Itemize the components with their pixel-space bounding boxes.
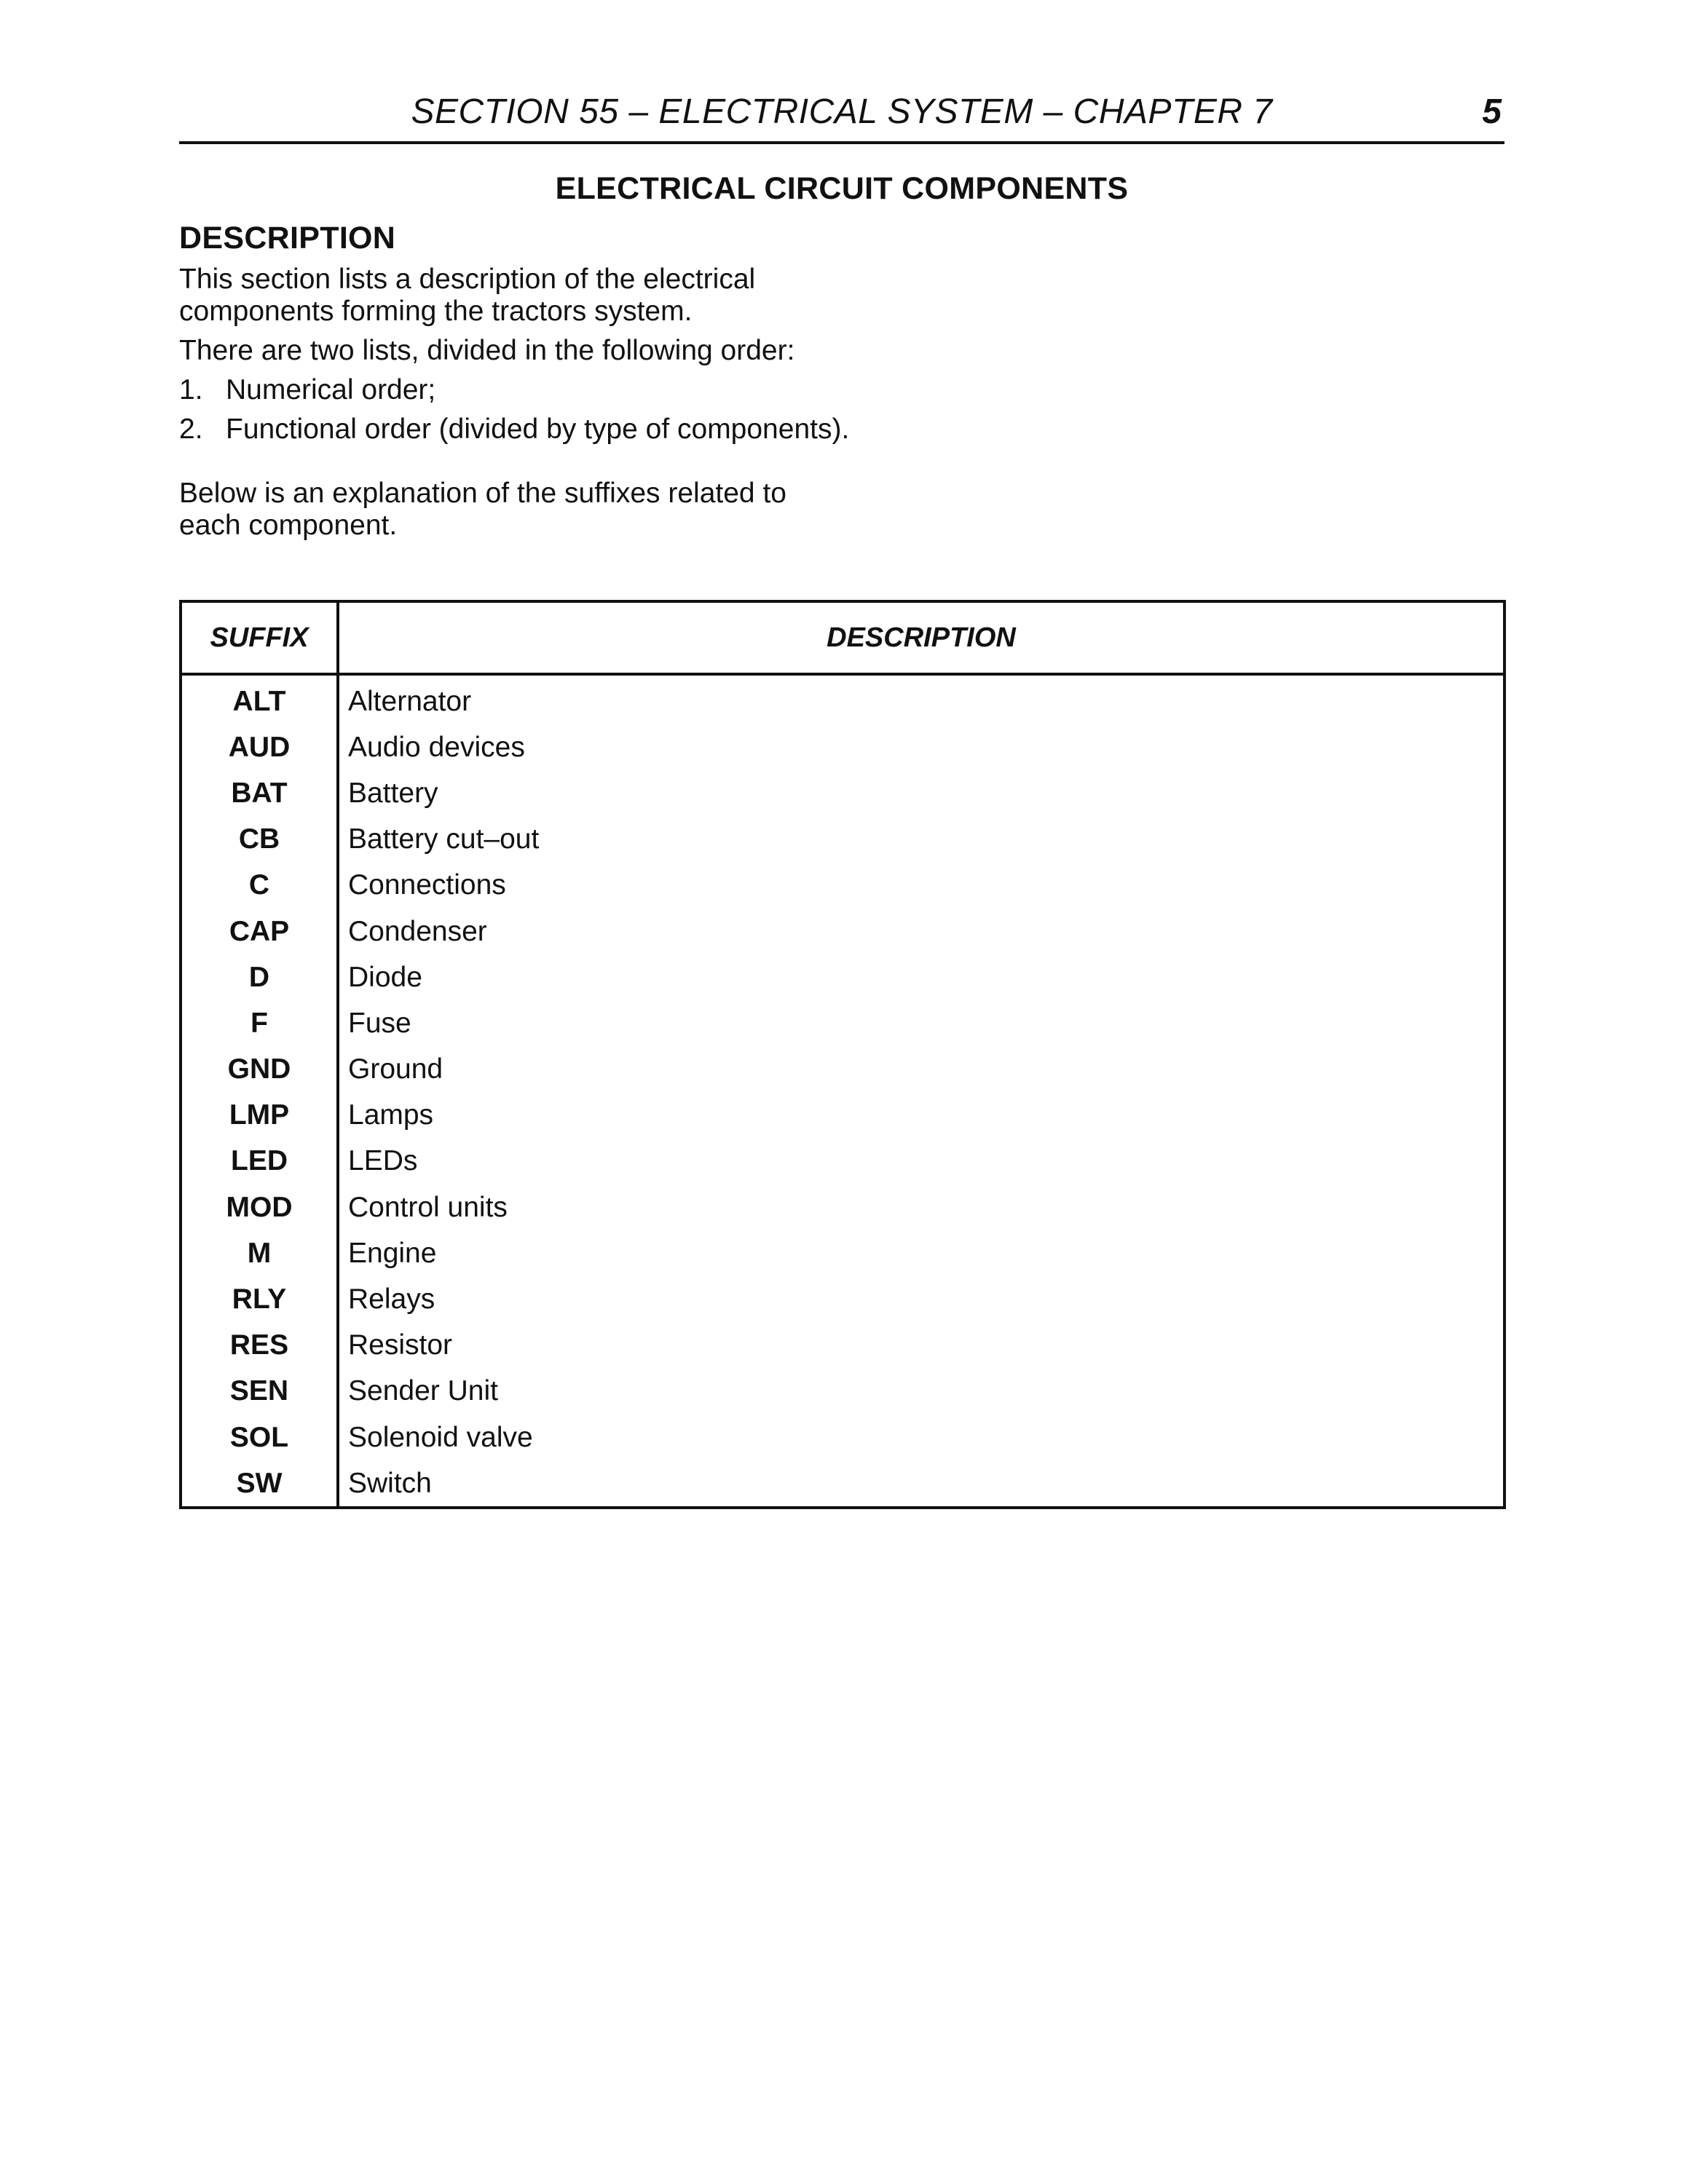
table-row (181, 1230, 1504, 1276)
description-cell: Solenoid valve (348, 1421, 533, 1453)
table-row (181, 1139, 1504, 1184)
description-cell: Diode (348, 961, 422, 993)
table-row (181, 770, 1504, 816)
table-row (181, 954, 1504, 1000)
intro-paragraph-1-text: This section lists a description of the electrical components forming the tractors system. (179, 264, 756, 327)
intro-paragraph-3-text: Below is an explanation of the suffixes related to each component. (179, 478, 786, 541)
suffix-cell: D (181, 954, 338, 1000)
table-row (181, 1047, 1504, 1093)
table-row (181, 817, 1504, 863)
suffix-cell: BAT (181, 770, 338, 816)
description-cell: Alternator (348, 685, 472, 717)
table-row (181, 674, 1504, 724)
description-cell: Battery cut–out (348, 823, 540, 855)
table-row (181, 1093, 1504, 1139)
table-row (181, 1460, 1504, 1508)
suffix-cell: RLY (181, 1276, 338, 1322)
suffix-cell: CAP (181, 909, 338, 954)
description-cell: Connections (348, 869, 506, 901)
description-cell: Resistor (348, 1329, 453, 1361)
table-row (181, 909, 1504, 954)
list-item-text: Functional order (divided by type of components). (226, 414, 850, 445)
running-header (179, 86, 1504, 144)
description-heading: DESCRIPTION (179, 221, 396, 256)
suffix-cell: CB (181, 817, 338, 863)
suffix-cell: LED (181, 1139, 338, 1184)
intro-paragraph-3 (179, 478, 820, 542)
description-cell: LEDs (348, 1145, 418, 1177)
table-row (181, 1184, 1504, 1230)
description-cell: Ground (348, 1053, 443, 1085)
suffix-cell: SW (181, 1460, 338, 1508)
table-row (181, 863, 1504, 909)
description-cell: Fuse (348, 1007, 411, 1039)
section-title: SECTION 55 – ELECTRICAL SYSTEM – CHAPTER 7 (411, 92, 1273, 131)
chapter-title: ELECTRICAL CIRCUIT COMPONENTS (555, 171, 1129, 206)
suffix-cell: MOD (181, 1184, 338, 1230)
header-suffix: SUFFIX (181, 601, 338, 674)
description-cell: Switch (348, 1467, 432, 1499)
list-item-text: Numerical order; (226, 374, 436, 405)
suffix-cell: SEN (181, 1369, 338, 1415)
table-body (181, 674, 1504, 1508)
description-cell: Condenser (348, 915, 487, 947)
description-cell: Audio devices (348, 731, 525, 763)
list-item-number: 1. (179, 374, 203, 405)
table-row (181, 1415, 1504, 1460)
list-item-number: 2. (179, 414, 203, 445)
suffix-cell: M (181, 1230, 338, 1276)
suffix-cell: ALT (181, 674, 338, 724)
table-row (181, 1000, 1504, 1046)
list-item (179, 374, 435, 406)
description-cell: Engine (348, 1237, 437, 1269)
list-item (179, 414, 849, 446)
suffix-cell: C (181, 863, 338, 909)
header-description: DESCRIPTION (338, 601, 1504, 674)
description-cell: Relays (348, 1283, 435, 1315)
suffix-cell: AUD (181, 724, 338, 770)
table-header-row (181, 601, 1504, 674)
suffix-cell: RES (181, 1323, 338, 1369)
table-row (181, 724, 1504, 770)
suffix-cell: F (181, 1000, 338, 1046)
description-cell: Sender Unit (348, 1375, 498, 1407)
intro-paragraph-1 (179, 264, 820, 328)
intro-paragraph-2 (179, 335, 820, 367)
page-number: 5 (1482, 92, 1502, 131)
description-cell: Battery (348, 777, 438, 809)
table-row (181, 1323, 1504, 1369)
table-row (181, 1276, 1504, 1322)
table-row (181, 1369, 1504, 1415)
suffix-cell: SOL (181, 1415, 338, 1460)
suffix-cell: GND (181, 1047, 338, 1093)
suffix-table (179, 600, 1506, 1509)
intro-paragraph-2-text: There are two lists, divided in the following order: (179, 335, 795, 366)
description-cell: Control units (348, 1191, 508, 1223)
suffix-cell: LMP (181, 1093, 338, 1139)
description-cell: Lamps (348, 1099, 434, 1131)
